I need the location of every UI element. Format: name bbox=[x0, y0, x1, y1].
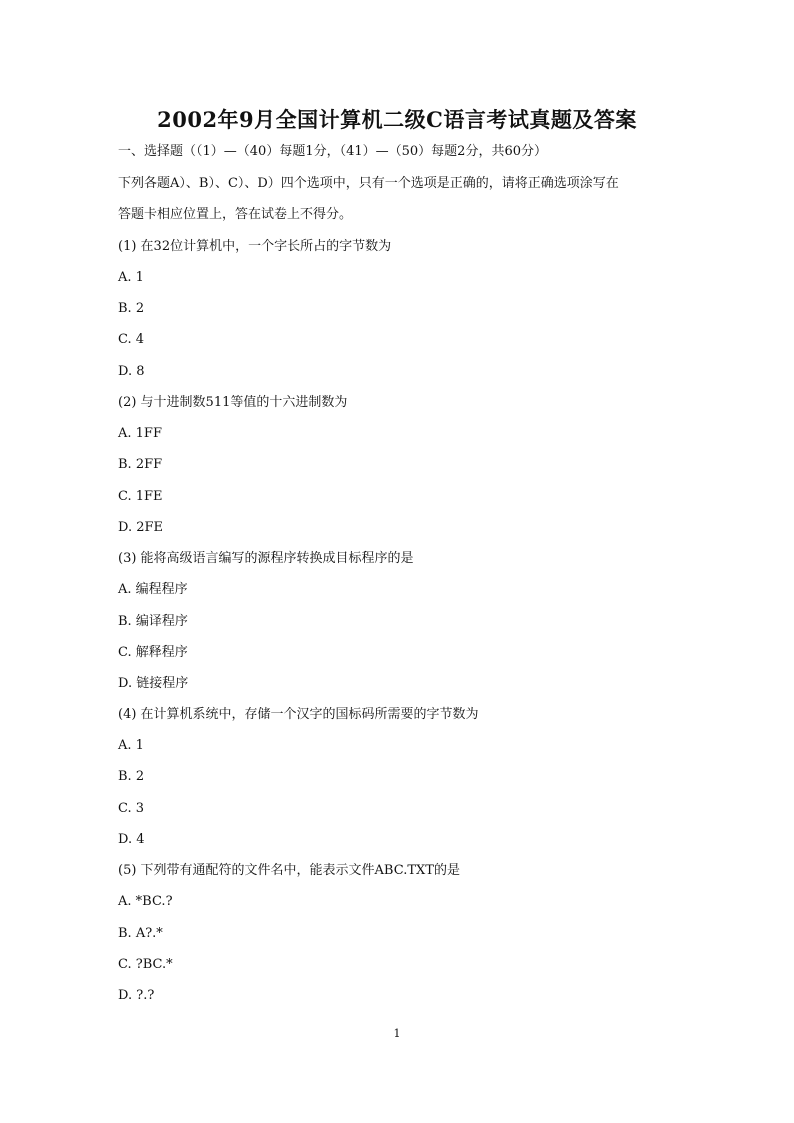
question-option: A. 1 bbox=[118, 270, 144, 285]
question-option: A. *BC.? bbox=[118, 894, 173, 909]
question-option: B. 2 bbox=[118, 301, 145, 316]
question-option: B. 2FF bbox=[118, 457, 163, 472]
question-option: D. 4 bbox=[118, 832, 145, 847]
question-stem: (2) 与十进制数511等值的十六进制数为 bbox=[118, 395, 348, 410]
question-option: D. 2FE bbox=[118, 520, 164, 535]
question-stem: (4) 在计算机系统中，存储一个汉字的国标码所需要的字节数为 bbox=[118, 707, 479, 722]
document-title: 2002年9月全国计算机二级C语言考试真题及答案 bbox=[157, 107, 637, 132]
page-number: 1 bbox=[393, 1027, 401, 1040]
question-option: B. 2 bbox=[118, 769, 145, 784]
question-option: D. ?.? bbox=[118, 988, 155, 1003]
question-option: A. 1 bbox=[118, 738, 144, 753]
question-option: C. 解释程序 bbox=[118, 645, 188, 660]
question-option: C. ?BC.* bbox=[118, 957, 173, 972]
question-option: B. 编译程序 bbox=[118, 614, 188, 629]
question-option: A. 编程程序 bbox=[118, 582, 188, 597]
question-option: C. 1FE bbox=[118, 489, 163, 504]
question-option: A. 1FF bbox=[118, 426, 162, 441]
question-stem: (1) 在32位计算机中，一个字长所占的字节数为 bbox=[118, 239, 392, 254]
instruction-line: 下列各题A）、B）、C）、D）四个选项中，只有一个选项是正确的，请将正确选项涂写在 bbox=[118, 176, 619, 191]
question-option: C. 3 bbox=[118, 801, 145, 816]
section-heading: 一、选择题（（1）—（40）每题1分，（41）—（50）每题2分，共60分） bbox=[118, 144, 547, 159]
question-option: D. 8 bbox=[118, 364, 145, 379]
instruction-line: 答题卡相应位置上，答在试卷上不得分。 bbox=[118, 207, 353, 222]
question-option: C. 4 bbox=[118, 332, 145, 347]
question-stem: (3) 能将高级语言编写的源程序转换成目标程序的是 bbox=[118, 551, 414, 566]
question-option: D. 链接程序 bbox=[118, 676, 189, 691]
question-option: B. A?.* bbox=[118, 926, 163, 941]
question-stem: (5) 下列带有通配符的文件名中，能表示文件ABC.TXT的是 bbox=[118, 863, 460, 878]
